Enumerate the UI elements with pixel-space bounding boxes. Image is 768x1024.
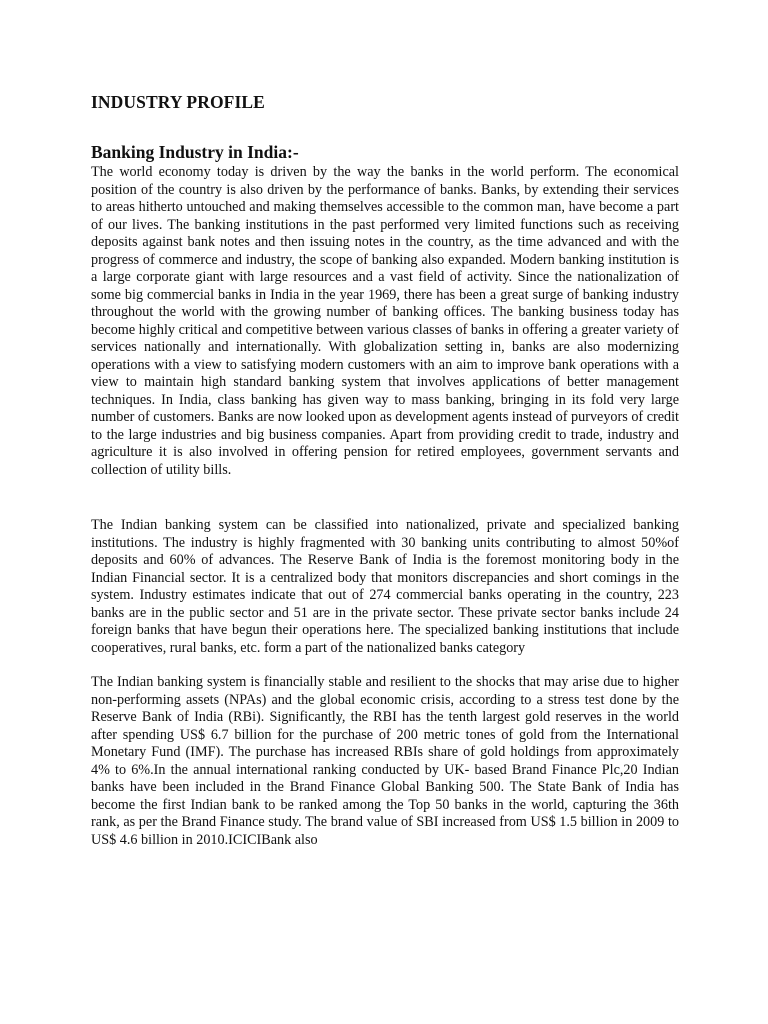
page-title: INDUSTRY PROFILE — [91, 92, 265, 112]
paragraph-3: The Indian banking system is financially stable and resilient to the shocks that may arise due to higher non-performing assets (NPAs) and the global economic crisis, according to a stress test done by the Reserve Bank of India (RBi). Significantly, the RBI has the tenth largest gold reserves in the world after spending US$ 6.7 billion for the purchase of 200 metric tones of gold from the International Monetary Fund (IMF). The purchase has increased RBIs share of gold holdings from approximately 4% to 6%.In the annual international ranking conducted by UK- based Brand Finance Plc,20 Indian banks have been included in the Brand Finance Global Banking 500. The State Bank of India has become the first Indian bank to be ranked among the Top 50 banks in the world, capturing the 36th rank, as per the Brand Finance study. The brand value of SBI increased from US$ 1.5 billion in 2009 to US$ 4.6 billion in 2010.ICICIBank also — [91, 674, 679, 848]
paragraph-1: The world economy today is driven by the way the banks in the world perform. The economical position of the country is also driven by the performance of banks. Banks, by extending their services to areas hitherto untouched and making themselves accessible to the common man, have become a part of our lives. The banking institutions in the past performed very limited functions such as receiving deposits against bank notes and then issuing notes in the country, as the time advanced and with the progress of commerce and industry, the scope of banking also expanded. Modern banking institution is a large corporate giant with large resources and a vast field of activity. Since the nationalization of some big commercial banks in India in the year 1969, there has been a great surge of banking industry throughout the world with the growing number of banking offices. The banking business today has become highly critical and competitive between various classes of banks in offering a greater variety of services nationally and internationally. With globalization setting in, banks are also modernizing operations with a view to satisfying modern customers with an aim to improve bank operations with a view to maintain high standard banking system that involves applications of better management techniques. In India, class banking has given way to mass banking, bringing in its fold very large number of customers. Banks are now looked upon as development agents instead of purveyors of credit to the large industries and big business companies. Apart from providing credit to trade, industry and agriculture it is also involved in offering pension for retired employees, government servants and collection of utility bills. — [91, 164, 679, 478]
document-page — [91, 90, 679, 849]
section-heading: Banking Industry in India:- — [91, 142, 299, 162]
paragraph-2: The Indian banking system can be classified into nationalized, private and specialized banking institutions. The industry is highly fragmented with 30 banking units contributing to almost 50%of deposits and 60% of advances. The Reserve Bank of India is the foremost monitoring body in the Indian Financial sector. It is a centralized body that monitors discrepancies and short comings in the system. Industry estimates indicate that out of 274 commercial banks operating in the country, 223 banks are in the public sector and 51 are in the private sector. These private sector banks include 24 foreign banks that have begun their operations here. The specialized banking institutions that include cooperatives, rural banks, etc. form a part of the nationalized banks category — [91, 517, 679, 656]
